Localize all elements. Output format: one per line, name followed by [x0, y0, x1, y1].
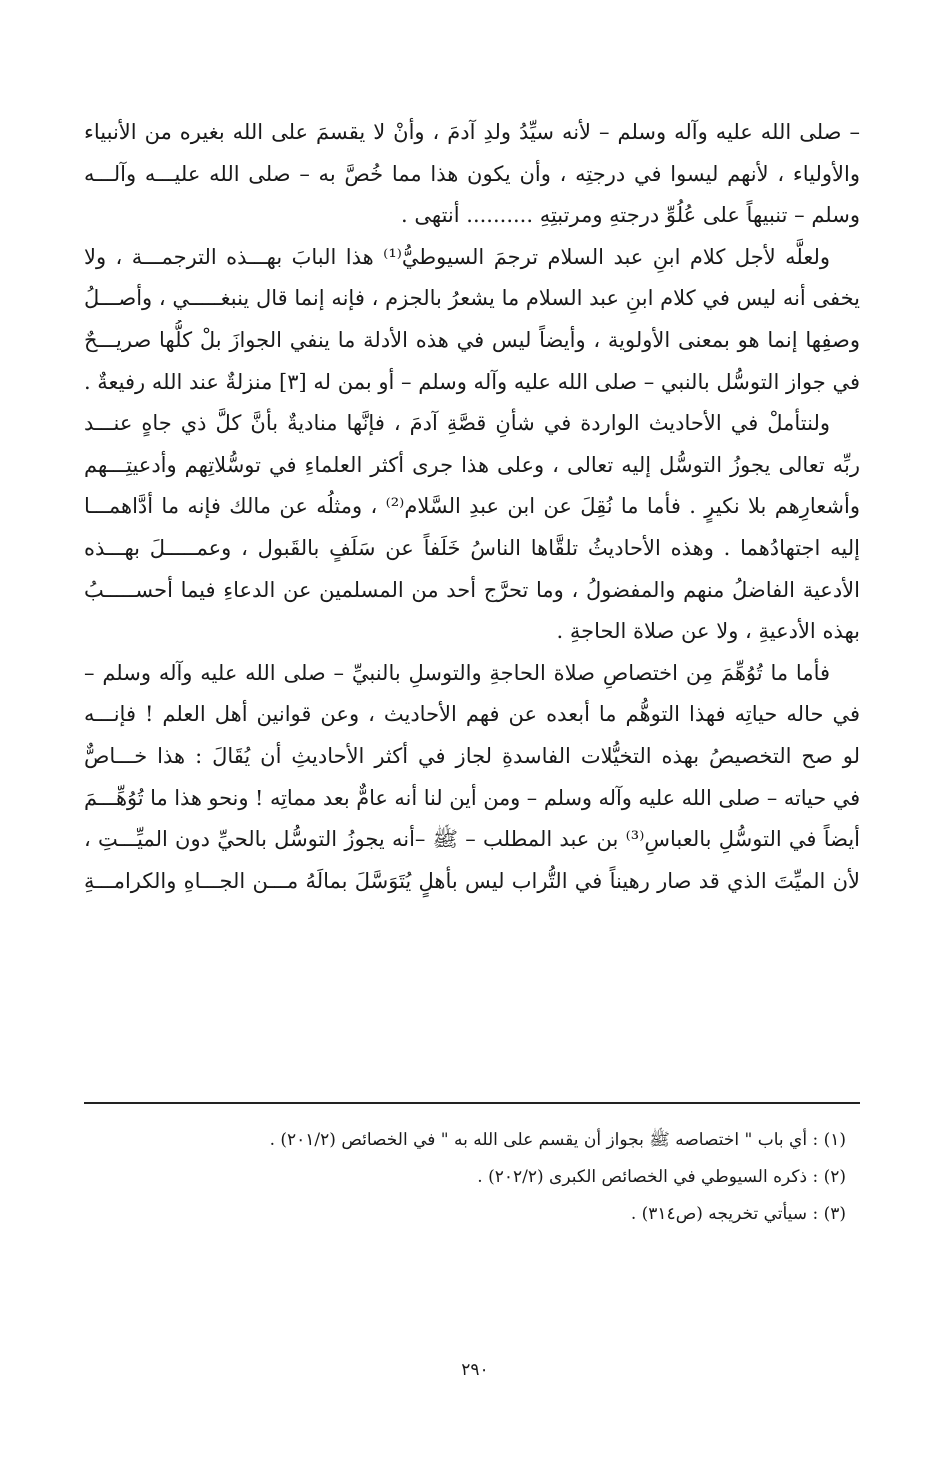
text-line: وصفِها إنما هو بمعنى الأولوية ، وأيضاً ليس في هذه الأدلة ما ينفي الجوازَ بلْ كلُّها صريـــحٌ — [84, 327, 860, 352]
text-line: ولعلَّه لأجل كلام ابنِ عبد السلام ترجمَ السيوطيُّ⁽¹⁾ هذا البابَ بهـــذه الترجمـــة ، ولا — [84, 244, 830, 269]
paragraph-1 — [84, 112, 860, 237]
footnote-1: (١) : أي باب " اختصاصه ﷺ بجواز أن يقسم على الله به " في الخصائص (٢٠١/٢) . — [269, 1130, 846, 1150]
text-line: في حاله حياتِه فهذا التوهُّم ما أبعده عن فهم الأحاديث ، وعن قوانين أهل العلم ! فإنـــه — [84, 702, 860, 727]
text-line: وأشعارِهم بلا نكيرٍ . فأما ما نُقِلَ عن ابن عبدِ السَّلام⁽²⁾ ، ومثلُه عن مالك فإنه ما أدَّاهمـــا — [84, 494, 860, 519]
text-line: ربِّه تعالى يجوزُ التوسُّل إليه تعالى ، وعلى هذا جرى أكثر العلماءِ في توسُّلاتِهم وأدعيتِـــهم — [84, 452, 860, 477]
main-text — [84, 112, 860, 902]
text-line: إليه اجتهادُهما . وهذه الأحاديثُ تلقَّاها الناسُ خَلَفاً عن سَلَفٍ بالقَبول ، وعمـــــلَ بهـــذه — [84, 535, 860, 560]
paragraph-3 — [84, 403, 860, 653]
text-line: في جواز التوسُّل بالنبي – صلى الله عليه وآله وسلم – أو بمن له [٣] منزلةٌ عند الله رفيعةٌ . — [84, 369, 860, 394]
footnotes — [84, 1122, 846, 1233]
text-line: فأما ما تُوُهِّمَ مِن اختصاصِ صلاة الحاجةِ والتوسلِ بالنبيِّ – صلى الله عليه وآله وسلم – — [84, 660, 830, 685]
footnote-2: (٢) : ذكره السيوطي في الخصائص الكبرى (٢٠٢/٢) . — [477, 1167, 846, 1187]
paragraph-2 — [84, 237, 860, 403]
footnote-3: (٣) : سيأتي تخريجه (ص٣١٤) . — [630, 1204, 846, 1224]
text-line: أيضاً في التوسُّلِ بالعباسِ⁽³⁾ بن عبد المطلب – ﷺ –أنه يجوزُ التوسُّل بالحيِّ دون الميِّـــتِ ، — [84, 827, 860, 852]
text-line: في حياته – صلى الله عليه وآله وسلم – ومن أين لنا أنه عامٌّ بعد مماتِه ! ونحو هذا ما تُوُهِّـــمَ — [84, 785, 860, 810]
paragraph-4 — [84, 653, 860, 903]
text-line: وسلم – تنبيهاً على عُلُوِّ درجتهِ ومرتبتِهِ .......... أنتهى . — [401, 203, 860, 228]
footnote-separator — [84, 1102, 860, 1104]
text-line: لو صح التخصيصُ بهذه التخيُّلات الفاسدةِ لجاز في أكثر الأحاديثِ أن يُقَالَ : هذا خـــاصٌّ — [84, 743, 860, 768]
text-line: ولنتأملْ في الأحاديث الواردة في شأنِ قصَّةِ آدمَ ، فإنَّها مناديةٌ بأنَّ كلَّ ذي جاهٍ عنـــد — [84, 411, 830, 436]
text-line: لأن الميِّتَ الذي قد صار رهيناً في التُّراب ليس بأهلٍ يُتَوَسَّلَ بمالَهُ مـــن الجـــاهِ والكرامـــةِ — [84, 868, 860, 893]
text-line: بهذه الأدعيةِ ، ولا عن صلاة الحاجةِ . — [556, 619, 860, 644]
text-line: والأولياء ، لأنهم ليسوا في درجتِه ، وأن يكون هذا مما خُصَّ به – صلى الله عليـــه وآلـــه — [84, 161, 860, 186]
text-line: – صلى الله عليه وآله وسلم – لأنه سيِّدُ ولدِ آدمَ ، وأنْ لا يقسمَ على الله بغيره من الأنبياء — [84, 120, 860, 144]
text-line: الأدعية الفاضلُ منهم والمفضولُ ، وما تحرَّج أحد من المسلمين عن الدعاءِ فيما أحســـــبُ — [84, 577, 860, 602]
page-number: ٢٩٠ — [461, 1360, 489, 1380]
text-line: يخفى أنه ليس في كلام ابنِ عبد السلام ما يشعرُ بالجزم ، فإنه إنما قال ينبغـــــي ، وأصـــلُ — [84, 286, 860, 311]
